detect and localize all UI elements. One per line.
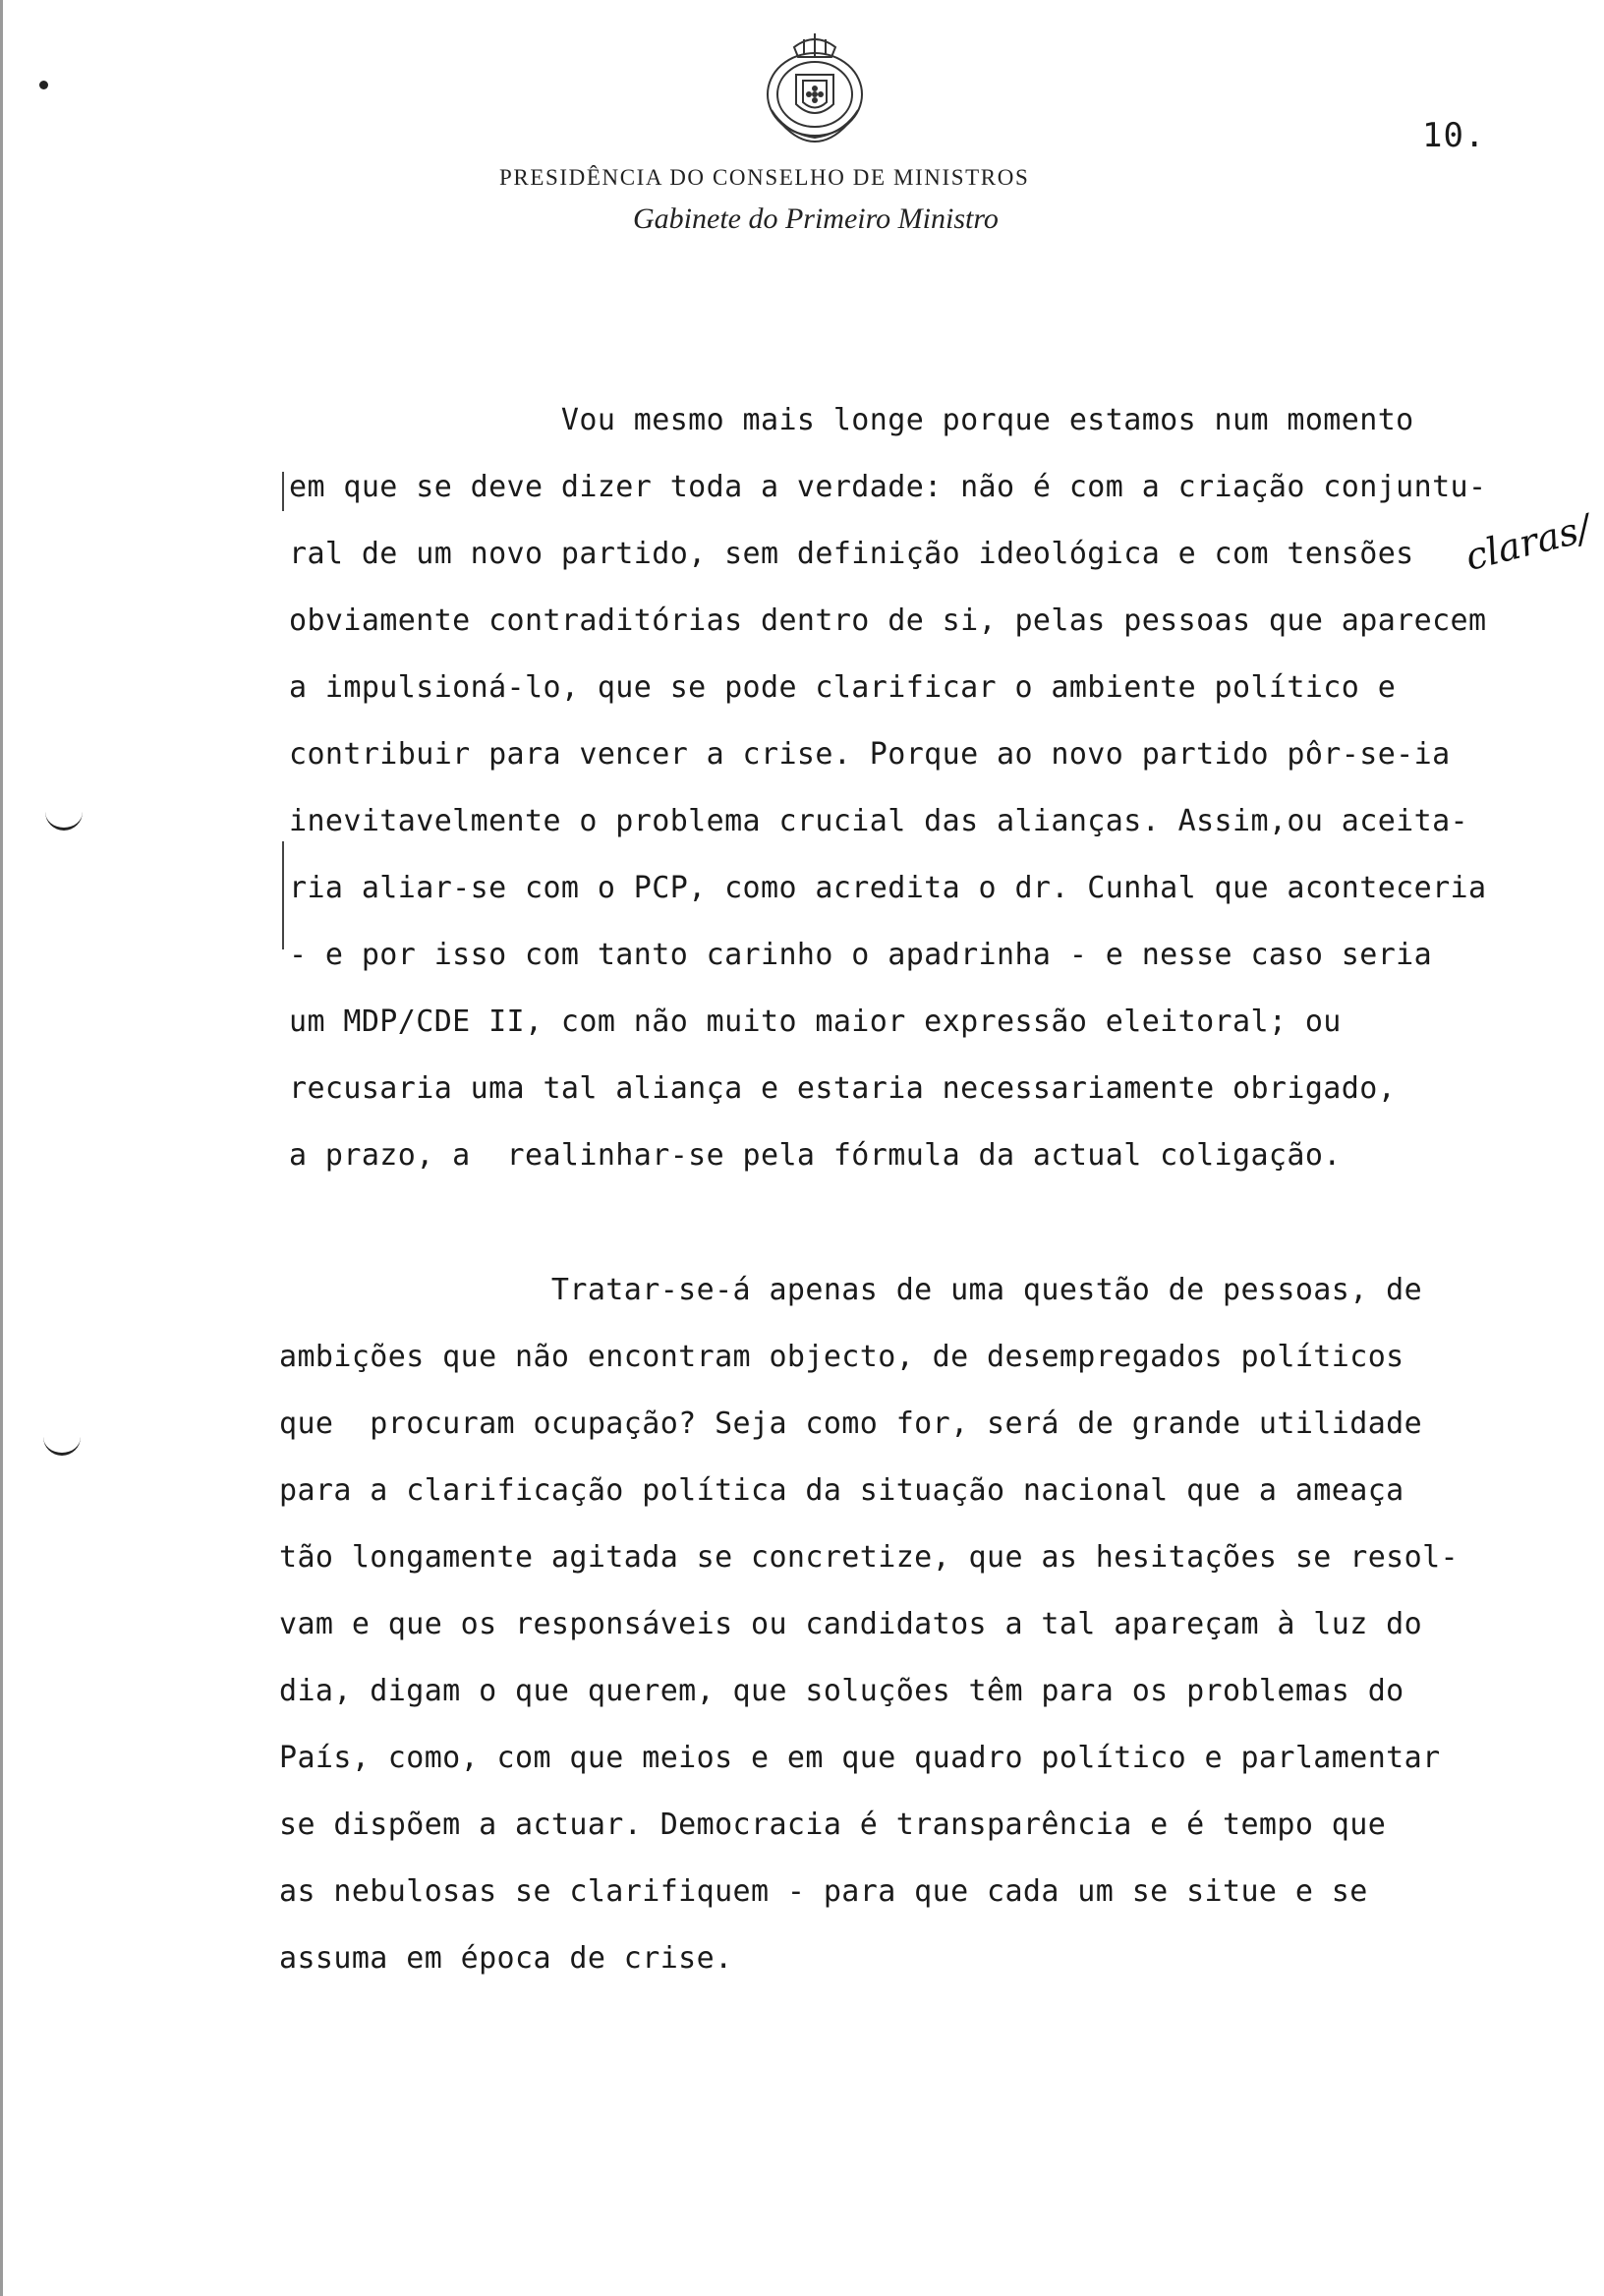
text-line: a impulsioná-lo, que se pode clarificar o ambiente político e (289, 670, 1397, 705)
margin-mark (282, 472, 284, 511)
office-name: PRESIDÊNCIA DO CONSELHO DE MINISTROS (499, 165, 1030, 190)
page-number: 10. (1422, 116, 1486, 155)
text-line: ambições que não encontram objecto, de desempregados políticos (279, 1340, 1404, 1374)
coat-of-arms-icon (757, 26, 873, 145)
text-line: ria aliar-se com o PCP, como acredita o dr. Cunhal que aconteceria (289, 871, 1487, 905)
text-line: dia, digam o que querem, que soluções têm para os problemas do (279, 1674, 1404, 1708)
body-paragraph-1 (289, 387, 1486, 1189)
text-line: para a clarificação política da situação nacional que a ameaça (279, 1473, 1404, 1508)
handwritten-annotation: claras/ (1461, 506, 1595, 579)
text-line: vam e que os responsáveis ou candidatos a tal apareçam à luz do (279, 1607, 1423, 1641)
text-line: recusaria uma tal aliança e estaria necessariamente obrigado, (289, 1071, 1397, 1106)
office-subtitle: Gabinete do Primeiro Ministro (633, 202, 999, 235)
text-line: se dispõem a actuar. Democracia é transparência e é tempo que (279, 1808, 1387, 1842)
hole-punch-mark (45, 808, 83, 831)
text-line: - e por isso com tanto carinho o apadrinha - e nesse caso seria (289, 938, 1433, 972)
text-line: que procuram ocupação? Seja como for, será de grande utilidade (279, 1406, 1423, 1441)
text-line: Vou mesmo mais longe porque estamos num momento (289, 403, 1414, 437)
text-line: Tratar-se-á apenas de uma questão de pessoas, de (279, 1273, 1423, 1307)
text-line: contribuir para vencer a crise. Porque ao novo partido pôr-se-ia (289, 737, 1451, 772)
text-line: a prazo, a realinhar-se pela fórmula da actual coligação. (289, 1138, 1342, 1173)
text-line: inevitavelmente o problema crucial das alianças. Assim,ou aceita- (289, 804, 1468, 838)
text-line: um MDP/CDE II, com não muito maior expressão eleitoral; ou (289, 1004, 1342, 1039)
text-line: obviamente contraditórias dentro de si, pelas pessoas que aparecem (289, 603, 1487, 638)
text-line: as nebulosas se clarifiquem - para que cada um se situe e se (279, 1874, 1368, 1909)
page-edge (0, 0, 3, 2296)
body-paragraph-2 (279, 1257, 1459, 1992)
text-line: em que se deve dizer toda a verdade: não é com a criação conjuntu- (289, 470, 1487, 504)
ink-dot (39, 81, 48, 89)
text-line: ral de um novo partido, sem definição ideológica e com tensões (289, 537, 1414, 571)
text-line: País, como, com que meios e em que quadro político e parlamentar (279, 1741, 1441, 1775)
hole-punch-mark (43, 1433, 81, 1456)
text-line: tão longamente agitada se concretize, que as hesitações se resol- (279, 1540, 1459, 1575)
text-line: assuma em época de crise. (279, 1941, 733, 1976)
margin-mark (282, 841, 284, 949)
